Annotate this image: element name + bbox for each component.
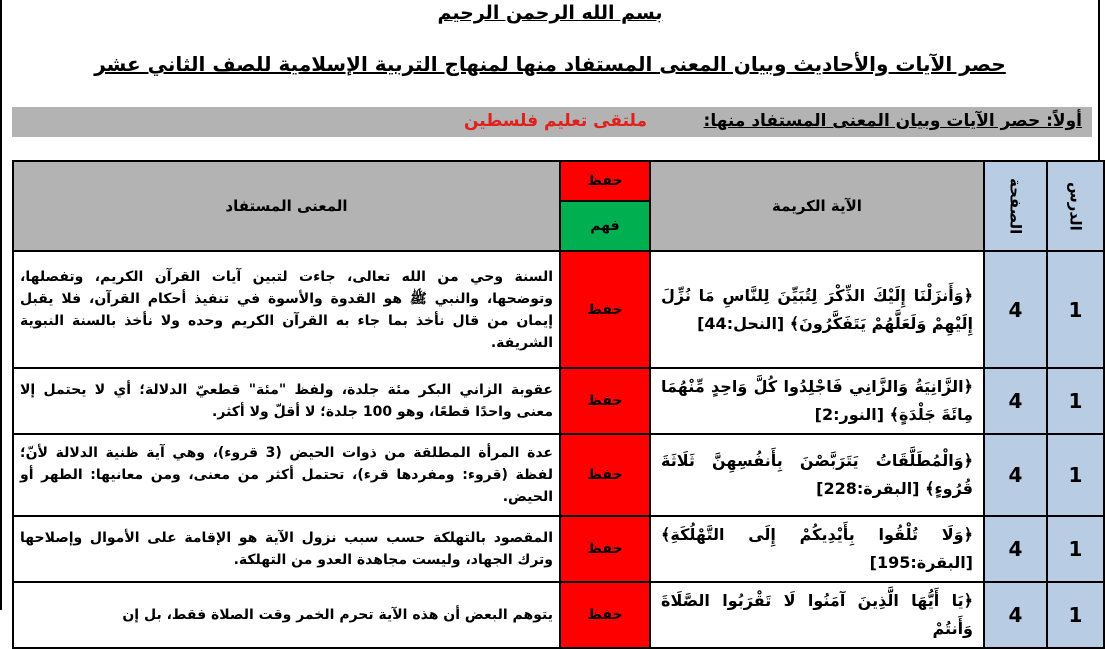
status-badge: حفظ bbox=[560, 516, 650, 582]
page-number: 4 bbox=[984, 434, 1047, 516]
meaning-column-header: المعنى المستفاد bbox=[13, 161, 560, 251]
page-number: 4 bbox=[984, 368, 1047, 434]
table-row bbox=[13, 368, 1104, 434]
hifz-legend: حفظ bbox=[560, 161, 650, 201]
lesson-number: 1 bbox=[1047, 368, 1104, 434]
verses-table bbox=[12, 160, 1105, 649]
status-badge: حفظ bbox=[560, 434, 650, 516]
meaning-text: عدة المرأة المطلقة من ذوات الحيض (3 قروء)، وهي آية ظنية الدلالة لأنّ؛ لفظة (قروء: ومفردها قرء)، تحتمل أكثر من معنى، ومن معانيها: الطهر أو الحيض. bbox=[13, 434, 560, 516]
table-row bbox=[13, 251, 1104, 368]
verse-text: ﴿وَالْمُطَلَّقَاتُ يَتَرَبَّصْنَ بِأَنفُسِهِنَّ ثَلَاثَةَ قُرُوءٍ﴾ [البقرة:228] bbox=[650, 434, 984, 516]
page-number: 4 bbox=[984, 516, 1047, 582]
meaning-text: السنة وحي من الله تعالى، جاءت لتبين آيات القرآن الكريم، وتفصلها، وتوضحها، والنبي ﷺ هو القدوة والأسوة في تنفيذ أحكام القرآن، فلا يقبل إيمان من قال نأخذ بما جاء به القرآن الكريم وحده ولا نأخذ بالسنة النبوية الشريفة. bbox=[13, 251, 560, 368]
verse-text: ﴿الزَّانِيَةُ وَالزَّانِي فَاجْلِدُوا كُلَّ وَاحِدٍ مِّنْهُمَا مِائَةَ جَلْدَةٍ﴾ [النور:2] bbox=[650, 368, 984, 434]
forum-name: ملتقى تعليم فلسطين bbox=[463, 111, 647, 131]
verse-column-header: الآية الكريمة bbox=[650, 161, 984, 251]
document-title: حصر الآيات والأحاديث وبيان المعنى المستفاد منها لمنهاج التربية الإسلامية للصف الثاني عشر bbox=[94, 52, 1006, 76]
verse-text: ﴿وَأَنزَلْنَا إِلَيْكَ الذِّكْرَ لِتُبَيِّنَ لِلنَّاسِ مَا نُزِّلَ إِلَيْهِمْ وَلَعَلَّهُمْ يَتَفَكَّرُونَ﴾ [النحل:44] bbox=[650, 251, 984, 368]
lesson-number: 1 bbox=[1047, 434, 1104, 516]
page-number: 4 bbox=[984, 582, 1047, 648]
meaning-text: يتوهم البعض أن هذه الآية تحرم الخمر وقت الصلاة فقط، بل إن bbox=[13, 582, 560, 648]
verse-text: ﴿يَا أَيُّهَا الَّذِينَ آمَنُوا لَا تَقْرَبُوا الصَّلَاةَ وَأَنتُمْ bbox=[650, 582, 984, 648]
status-badge: حفظ bbox=[560, 582, 650, 648]
verse-text: ﴿وَلَا تُلْقُوا بِأَيْدِيكُمْ إِلَى التَّهْلُكَةِ﴾ [البقرة:195] bbox=[650, 516, 984, 582]
lesson-number: 1 bbox=[1047, 251, 1104, 368]
table-row bbox=[13, 516, 1104, 582]
page-number: 4 bbox=[984, 251, 1047, 368]
table-row bbox=[13, 582, 1104, 648]
page-column-header: الصفحة bbox=[984, 161, 1047, 251]
table-row bbox=[13, 434, 1104, 516]
lesson-number: 1 bbox=[1047, 582, 1104, 648]
basmala: بسم الله الرحمن الرحيم bbox=[437, 2, 663, 24]
section-heading: أولاً: حصر الآيات وبيان المعنى المستفاد منها: bbox=[703, 111, 1082, 131]
lesson-column-header: الدرس bbox=[1047, 161, 1104, 251]
status-badge: حفظ bbox=[560, 251, 650, 368]
fahm-legend: فهم bbox=[560, 201, 650, 251]
section-bar bbox=[12, 107, 1092, 137]
meaning-text: عقوبة الزاني البكر مئة جلدة، ولفظ "مئة" قطعيّ الدلالة؛ أي لا يحتمل إلا معنى واحدًا قطعًا، وهو 100 جلدة؛ لا أقلّ ولا أكثر. bbox=[13, 368, 560, 434]
status-badge: حفظ bbox=[560, 368, 650, 434]
meaning-text: المقصود بالتهلكة حسب سبب نزول الآية هو الإقامة على الأموال وإصلاحها وترك الجهاد، وليست مجاهدة العدو من التهلكة. bbox=[13, 516, 560, 582]
lesson-number: 1 bbox=[1047, 516, 1104, 582]
